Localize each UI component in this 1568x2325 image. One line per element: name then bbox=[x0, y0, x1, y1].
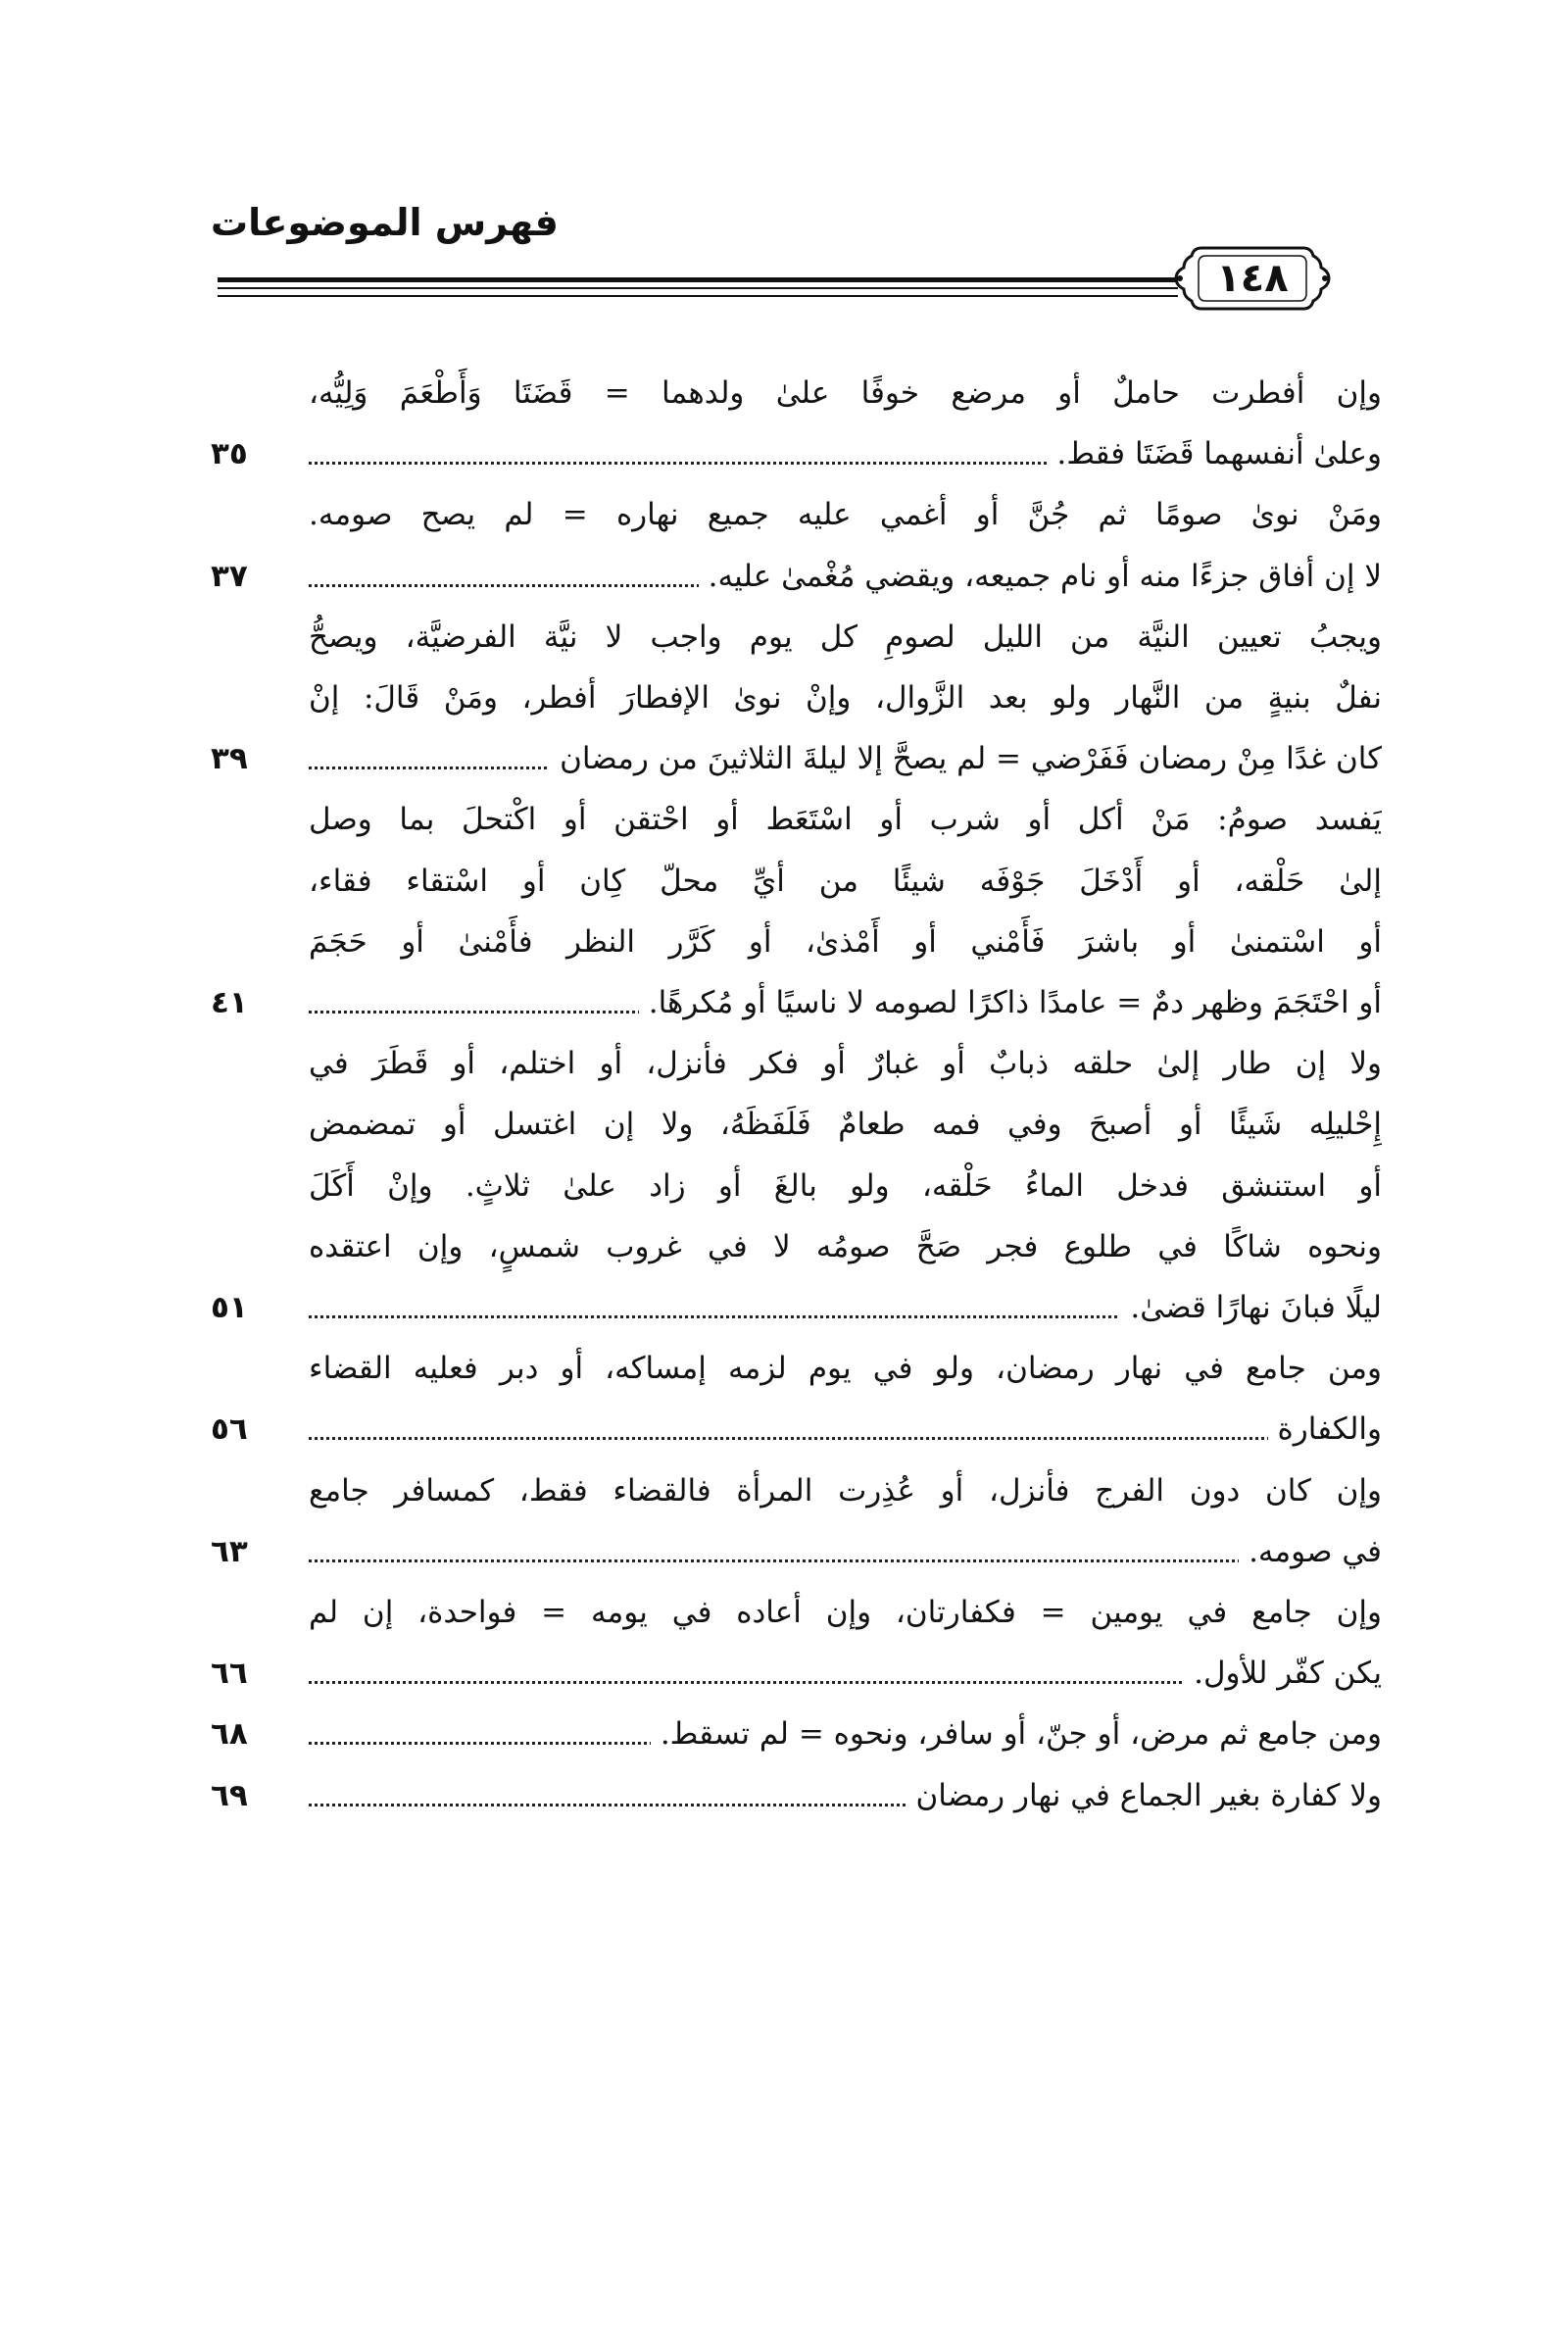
toc-entry-text: وإن أفطرت حاملٌ أو مرضع خوفًا علىٰ ولدهما = قَضَتَا وَأَطْعَمَ وَلِيُّه، bbox=[309, 375, 1382, 411]
toc-entry-text: أو اسْتمنىٰ أو باشرَ فَأَمْني أو أَمْذىٰ، أو كَرَّر النظر فأَمْنىٰ أو حَجَمَ bbox=[309, 923, 1382, 960]
toc-entry-text: وعلىٰ أنفسهما قَضَتَا فقط. bbox=[1047, 436, 1382, 471]
toc-entry-text: وإن كان دون الفرج فأنزل، أو عُذِرت المرأة فالقضاء فقط، كمسافر جامع bbox=[309, 1472, 1382, 1509]
toc-entry-line bbox=[309, 1582, 1382, 1643]
toc-entry-line bbox=[309, 1094, 1382, 1155]
toc-entry-line bbox=[309, 789, 1382, 850]
toc-entry-line bbox=[309, 1216, 1382, 1277]
toc-entry-line bbox=[309, 668, 1382, 728]
toc-page-number: ٦٩ bbox=[211, 1777, 248, 1813]
toc-entry-text: أو احْتَجَمَ وظهر دمٌ = عامدًا ذاكرًا لصومه لا ناسيًا أو مُكرهًا. bbox=[639, 985, 1382, 1020]
toc-entry-line bbox=[309, 851, 1382, 912]
page-number: ١٤٨ bbox=[1216, 256, 1289, 301]
toc-entry-line bbox=[309, 1460, 1382, 1521]
toc-page-number: ٦٣ bbox=[211, 1533, 248, 1569]
toc-entry-line bbox=[309, 363, 1382, 423]
toc-entry-text: إِحْليلِه شَيئًا أو أصبحَ وفي فمه طعامٌ فَلَفَظَهُ، ولا إن اغتسل أو تمضمض bbox=[309, 1107, 1382, 1143]
toc-entry-line bbox=[309, 1277, 1382, 1338]
toc-page-number: ٣٧ bbox=[211, 558, 248, 594]
toc-entry-line bbox=[309, 1338, 1382, 1399]
dot-leader bbox=[309, 1559, 1382, 1562]
toc-page-number: ٦٨ bbox=[211, 1716, 248, 1753]
toc-entry-text: والكفارة bbox=[1268, 1411, 1383, 1447]
toc-entry-line bbox=[309, 1643, 1382, 1704]
toc-entry-line bbox=[309, 728, 1382, 789]
toc-entry-text: ومَنْ نوىٰ صومًا ثم جُنَّ أو أغمي عليه جميع نهاره = لم يصح صومه. bbox=[309, 497, 1382, 533]
toc-entry-text: كان غدًا مِنْ رمضان فَفَرْضي = لم يصحَّ إلا ليلةَ الثلاثينَ من رمضان bbox=[550, 741, 1382, 776]
toc-page-number: ٣٥ bbox=[211, 436, 248, 472]
toc-entry-text: في صومه. bbox=[1239, 1534, 1382, 1569]
toc-entry-line bbox=[309, 972, 1382, 1033]
toc-entry-text: ولا إن طار إلىٰ حلقه ذبابٌ أو غبارٌ أو فكر فأنزل، أو اختلم، أو قَطَرَ في bbox=[309, 1046, 1382, 1082]
toc-entry-text: ليلًا فبانَ نهارًا قضىٰ. bbox=[1120, 1290, 1382, 1325]
dot-leader bbox=[309, 1437, 1382, 1440]
toc-entry-text: يكن كفّر للأول. bbox=[1184, 1656, 1382, 1691]
toc-entry-text: ومن جامع ثم مرض، أو جنّ، أو سافر، ونحوه = لم تسقط. bbox=[651, 1716, 1382, 1752]
toc-entry-line bbox=[309, 607, 1382, 668]
toc-entry-line bbox=[309, 912, 1382, 972]
toc-entry-text: ويجبُ تعيين النيَّة من الليل لصومِ كل يوم واجب لا نيَّة الفرضيَّة، ويصحُّ bbox=[309, 618, 1382, 655]
toc-entry-line bbox=[309, 546, 1382, 607]
toc-entry-line bbox=[309, 1156, 1382, 1216]
toc-entry-text: ومن جامع في نهار رمضان، ولو في يوم لزمه إمساكه، أو دبر فعليه القضاء bbox=[309, 1351, 1382, 1387]
toc-page-number: ٦٦ bbox=[211, 1656, 248, 1692]
toc-entry-text: ونحوه شاكًا في طلوع فجر صَحَّ صومُه لا في غروب شمسٍ، وإن اعتقده bbox=[309, 1228, 1382, 1264]
toc-entry-text: إلىٰ حَلْقه، أو أَدْخَلَ جَوْفَه شيئًا من أيِّ محلّ كِان أو اسْتقاء فقاء، bbox=[309, 863, 1382, 899]
toc-entry-line bbox=[309, 1521, 1382, 1582]
toc-entry-line bbox=[309, 1399, 1382, 1459]
toc-page-number: ٥١ bbox=[211, 1290, 248, 1325]
toc-entry-line bbox=[309, 423, 1382, 484]
toc-entry-line bbox=[309, 1765, 1382, 1826]
toc-page-number: ٣٩ bbox=[211, 741, 248, 777]
toc-entry-text: ولا كفارة بغير الجماع في نهار رمضان bbox=[906, 1778, 1382, 1813]
toc-entry-line bbox=[309, 1033, 1382, 1094]
toc-entry-text: نفلٌ بنيةٍ من النَّهار ولو بعد الزَّوال، وإنْ نوىٰ الإفطارَ أفطر، ومَنْ قَالَ: إنْ bbox=[309, 680, 1382, 716]
toc-entry-text: لا إن أفاق جزءًا منه أو نام جميعه، ويقضي مُغْمىٰ عليه. bbox=[699, 559, 1382, 594]
toc-entry-line bbox=[309, 484, 1382, 545]
toc-entry-text: أو استنشق فدخل الماءُ حَلْقه، ولو بالغَ أو زاد علىٰ ثلاثٍ. وإنْ أَكَلَ bbox=[309, 1167, 1382, 1204]
toc-entry-line bbox=[309, 1704, 1382, 1764]
toc-page-number: ٤١ bbox=[211, 985, 248, 1020]
running-title: فهرس الموضوعات bbox=[211, 201, 559, 244]
toc-entry-text: يَفسد صومُ: مَنْ أكل أو شرب أو اسْتَعَط أو احْتقن أو اكْتحلَ بما وصل bbox=[309, 802, 1382, 838]
toc-entry-text: وإن جامع في يومين = فكفارتان، وإن أعاده في يومه = فواحدة، إن لم bbox=[309, 1595, 1382, 1630]
toc-page-number: ٥٦ bbox=[211, 1411, 248, 1448]
